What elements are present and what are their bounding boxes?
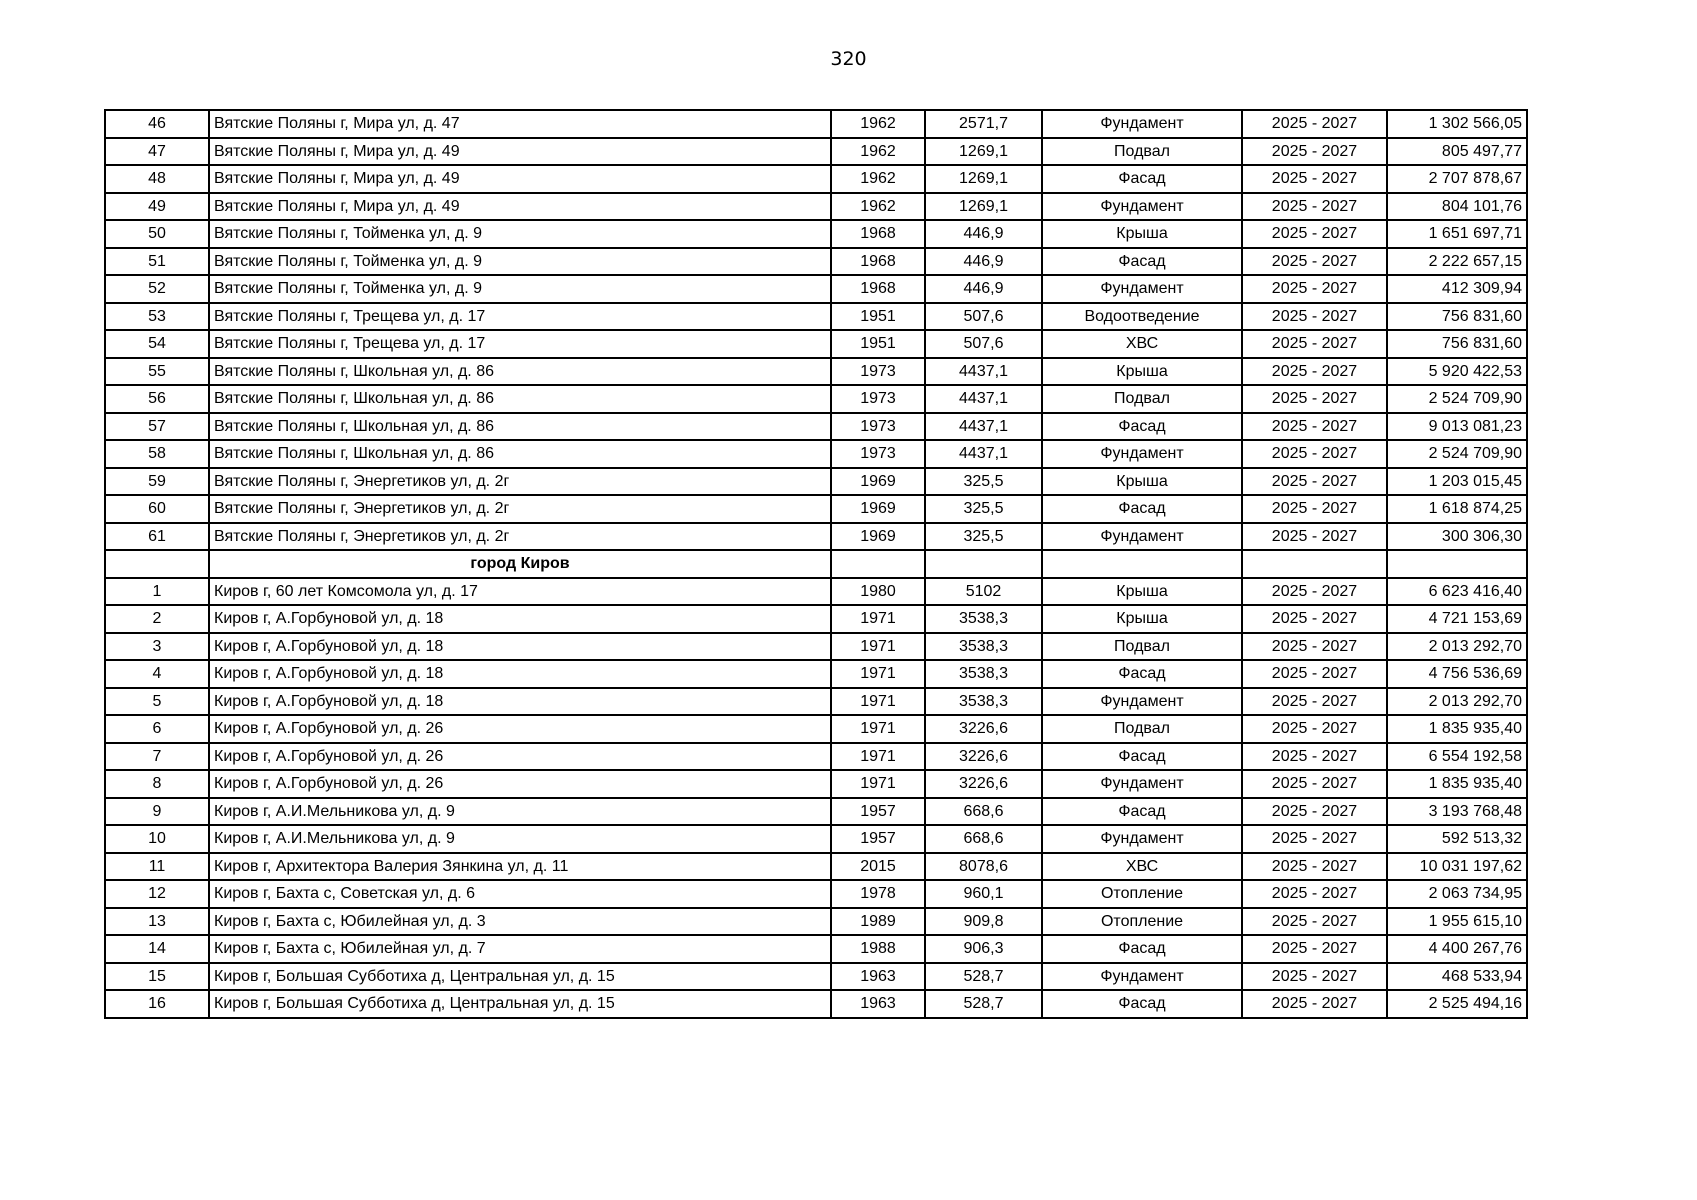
work-type-cell: Подвал [1042, 633, 1242, 661]
area-cell: 8078,6 [925, 853, 1042, 881]
cost-cell: 2 063 734,95 [1387, 880, 1527, 908]
table-row [105, 468, 1527, 496]
work-type-cell: Крыша [1042, 358, 1242, 386]
table-row [105, 990, 1527, 1018]
cost-cell: 10 031 197,62 [1387, 853, 1527, 881]
period-cell: 2025 - 2027 [1242, 220, 1387, 248]
area-cell: 909,8 [925, 908, 1042, 936]
area-cell: 325,5 [925, 523, 1042, 551]
build-year-cell: 1957 [831, 825, 925, 853]
address-cell: Вятские Поляны г, Энергетиков ул, д. 2г [209, 468, 831, 496]
address-cell: Киров г, Архитектора Валерия Зянкина ул, д. 11 [209, 853, 831, 881]
build-year-cell: 1968 [831, 248, 925, 276]
period-cell: 2025 - 2027 [1242, 880, 1387, 908]
row-number-cell: 3 [105, 633, 209, 661]
work-type-cell: Фундамент [1042, 770, 1242, 798]
table-row [105, 825, 1527, 853]
build-year-cell: 1968 [831, 220, 925, 248]
period-cell: 2025 - 2027 [1242, 660, 1387, 688]
build-year-cell: 1971 [831, 743, 925, 771]
cost-cell: 1 618 874,25 [1387, 495, 1527, 523]
table-row [105, 193, 1527, 221]
cost-cell: 2 524 709,90 [1387, 440, 1527, 468]
period-cell: 2025 - 2027 [1242, 990, 1387, 1018]
cost-cell: 300 306,30 [1387, 523, 1527, 551]
row-number-cell: 2 [105, 605, 209, 633]
address-cell: Вятские Поляны г, Энергетиков ул, д. 2г [209, 495, 831, 523]
address-cell: Киров г, А.И.Мельникова ул, д. 9 [209, 825, 831, 853]
build-year-cell: 1971 [831, 660, 925, 688]
period-cell: 2025 - 2027 [1242, 303, 1387, 331]
period-cell: 2025 - 2027 [1242, 165, 1387, 193]
work-type-cell: Фундамент [1042, 110, 1242, 138]
address-cell: Вятские Поляны г, Тойменка ул, д. 9 [209, 248, 831, 276]
build-year-cell: 1957 [831, 798, 925, 826]
cost-cell: 804 101,76 [1387, 193, 1527, 221]
period-cell: 2025 - 2027 [1242, 193, 1387, 221]
build-year-cell: 1971 [831, 605, 925, 633]
build-year-cell: 1989 [831, 908, 925, 936]
section-empty-cell [1387, 550, 1527, 578]
cost-cell: 2 525 494,16 [1387, 990, 1527, 1018]
section-number-cell [105, 550, 209, 578]
work-type-cell: Фундамент [1042, 963, 1242, 991]
cost-cell: 756 831,60 [1387, 303, 1527, 331]
area-cell: 4437,1 [925, 440, 1042, 468]
row-number-cell: 46 [105, 110, 209, 138]
build-year-cell: 1971 [831, 770, 925, 798]
section-title: город Киров [209, 550, 831, 578]
build-year-cell: 1980 [831, 578, 925, 606]
table-row [105, 743, 1527, 771]
work-type-cell: Фасад [1042, 165, 1242, 193]
period-cell: 2025 - 2027 [1242, 605, 1387, 633]
address-cell: Киров г, Бахта с, Юбилейная ул, д. 7 [209, 935, 831, 963]
period-cell: 2025 - 2027 [1242, 330, 1387, 358]
build-year-cell: 1969 [831, 468, 925, 496]
period-cell: 2025 - 2027 [1242, 138, 1387, 166]
area-cell: 325,5 [925, 468, 1042, 496]
period-cell: 2025 - 2027 [1242, 578, 1387, 606]
build-year-cell: 1988 [831, 935, 925, 963]
period-cell: 2025 - 2027 [1242, 770, 1387, 798]
work-type-cell: Фасад [1042, 495, 1242, 523]
table-row [105, 220, 1527, 248]
row-number-cell: 6 [105, 715, 209, 743]
cost-cell: 1 835 935,40 [1387, 770, 1527, 798]
period-cell: 2025 - 2027 [1242, 110, 1387, 138]
row-number-cell: 60 [105, 495, 209, 523]
period-cell: 2025 - 2027 [1242, 440, 1387, 468]
build-year-cell: 1973 [831, 413, 925, 441]
work-type-cell: Фасад [1042, 990, 1242, 1018]
table-row [105, 330, 1527, 358]
work-type-cell: Крыша [1042, 220, 1242, 248]
cost-cell: 6 554 192,58 [1387, 743, 1527, 771]
row-number-cell: 57 [105, 413, 209, 441]
address-cell: Вятские Поляны г, Энергетиков ул, д. 2г [209, 523, 831, 551]
build-year-cell: 1969 [831, 495, 925, 523]
address-cell: Вятские Поляны г, Тойменка ул, д. 9 [209, 220, 831, 248]
period-cell: 2025 - 2027 [1242, 358, 1387, 386]
period-cell: 2025 - 2027 [1242, 385, 1387, 413]
rows-vyatskie-polyany [105, 110, 1527, 550]
table-row [105, 303, 1527, 331]
cost-cell: 4 721 153,69 [1387, 605, 1527, 633]
table-row [105, 633, 1527, 661]
work-type-cell: Отопление [1042, 908, 1242, 936]
work-type-cell: ХВС [1042, 853, 1242, 881]
period-cell: 2025 - 2027 [1242, 715, 1387, 743]
work-type-cell: Фундамент [1042, 275, 1242, 303]
row-number-cell: 55 [105, 358, 209, 386]
work-type-cell: Крыша [1042, 468, 1242, 496]
period-cell: 2025 - 2027 [1242, 798, 1387, 826]
page-number: 320 [830, 48, 867, 70]
table-row [105, 908, 1527, 936]
period-cell: 2025 - 2027 [1242, 853, 1387, 881]
table-row [105, 715, 1527, 743]
address-cell: Киров г, Большая Субботиха д, Центральная ул, д. 15 [209, 990, 831, 1018]
row-number-cell: 7 [105, 743, 209, 771]
address-cell: Вятские Поляны г, Мира ул, д. 49 [209, 138, 831, 166]
table-row [105, 385, 1527, 413]
address-cell: Киров г, Бахта с, Советская ул, д. 6 [209, 880, 831, 908]
cost-cell: 2 013 292,70 [1387, 633, 1527, 661]
work-type-cell: Подвал [1042, 138, 1242, 166]
table-row [105, 660, 1527, 688]
cost-cell: 4 400 267,76 [1387, 935, 1527, 963]
address-cell: Киров г, А.Горбуновой ул, д. 26 [209, 743, 831, 771]
area-cell: 5102 [925, 578, 1042, 606]
area-cell: 3226,6 [925, 715, 1042, 743]
table-row [105, 358, 1527, 386]
table-row [105, 688, 1527, 716]
table-row [105, 853, 1527, 881]
table-row [105, 770, 1527, 798]
period-cell: 2025 - 2027 [1242, 825, 1387, 853]
address-cell: Киров г, А.Горбуновой ул, д. 18 [209, 688, 831, 716]
address-cell: Вятские Поляны г, Школьная ул, д. 86 [209, 413, 831, 441]
build-year-cell: 1973 [831, 440, 925, 468]
work-type-cell: Фундамент [1042, 825, 1242, 853]
area-cell: 960,1 [925, 880, 1042, 908]
area-cell: 528,7 [925, 963, 1042, 991]
row-number-cell: 5 [105, 688, 209, 716]
rows-kirov [105, 578, 1527, 1018]
period-cell: 2025 - 2027 [1242, 275, 1387, 303]
table-row [105, 963, 1527, 991]
cost-cell: 4 756 536,69 [1387, 660, 1527, 688]
area-cell: 3538,3 [925, 660, 1042, 688]
cost-cell: 1 835 935,40 [1387, 715, 1527, 743]
address-cell: Киров г, А.И.Мельникова ул, д. 9 [209, 798, 831, 826]
row-number-cell: 54 [105, 330, 209, 358]
address-cell: Киров г, А.Горбуновой ул, д. 18 [209, 633, 831, 661]
work-type-cell: Фасад [1042, 798, 1242, 826]
section-header-kirov-group [105, 550, 1527, 578]
work-type-cell: Фундамент [1042, 440, 1242, 468]
address-cell: Вятские Поляны г, Тойменка ул, д. 9 [209, 275, 831, 303]
period-cell: 2025 - 2027 [1242, 495, 1387, 523]
build-year-cell: 1971 [831, 688, 925, 716]
build-year-cell: 1962 [831, 110, 925, 138]
address-cell: Вятские Поляны г, Трещева ул, д. 17 [209, 303, 831, 331]
work-type-cell: Водоотведение [1042, 303, 1242, 331]
table-row [105, 495, 1527, 523]
build-year-cell: 1971 [831, 633, 925, 661]
row-number-cell: 52 [105, 275, 209, 303]
period-cell: 2025 - 2027 [1242, 908, 1387, 936]
table-row [105, 110, 1527, 138]
cost-cell: 6 623 416,40 [1387, 578, 1527, 606]
area-cell: 528,7 [925, 990, 1042, 1018]
cost-cell: 3 193 768,48 [1387, 798, 1527, 826]
row-number-cell: 9 [105, 798, 209, 826]
period-cell: 2025 - 2027 [1242, 468, 1387, 496]
address-cell: Вятские Поляны г, Мира ул, д. 49 [209, 165, 831, 193]
period-cell: 2025 - 2027 [1242, 963, 1387, 991]
work-type-cell: Фундамент [1042, 688, 1242, 716]
cost-cell: 1 302 566,05 [1387, 110, 1527, 138]
area-cell: 1269,1 [925, 193, 1042, 221]
row-number-cell: 61 [105, 523, 209, 551]
cost-cell: 1 203 015,45 [1387, 468, 1527, 496]
build-year-cell: 1973 [831, 385, 925, 413]
section-empty-cell [925, 550, 1042, 578]
build-year-cell: 1963 [831, 990, 925, 1018]
period-cell: 2025 - 2027 [1242, 935, 1387, 963]
row-number-cell: 14 [105, 935, 209, 963]
cost-cell: 2 222 657,15 [1387, 248, 1527, 276]
address-cell: Вятские Поляны г, Мира ул, д. 47 [209, 110, 831, 138]
row-number-cell: 16 [105, 990, 209, 1018]
section-row [105, 550, 1527, 578]
build-year-cell: 1963 [831, 963, 925, 991]
cost-cell: 592 513,32 [1387, 825, 1527, 853]
table-row [105, 935, 1527, 963]
address-cell: Киров г, А.Горбуновой ул, д. 26 [209, 770, 831, 798]
section-empty-cell [1242, 550, 1387, 578]
cost-cell: 468 533,94 [1387, 963, 1527, 991]
table-row [105, 138, 1527, 166]
row-number-cell: 59 [105, 468, 209, 496]
work-type-cell: Фундамент [1042, 523, 1242, 551]
work-type-cell: Фасад [1042, 660, 1242, 688]
area-cell: 3226,6 [925, 743, 1042, 771]
section-empty-cell [1042, 550, 1242, 578]
table-row [105, 440, 1527, 468]
repair-registry-table [104, 109, 1528, 1019]
work-type-cell: Крыша [1042, 578, 1242, 606]
section-empty-cell [831, 550, 925, 578]
area-cell: 446,9 [925, 275, 1042, 303]
work-type-cell: Отопление [1042, 880, 1242, 908]
period-cell: 2025 - 2027 [1242, 248, 1387, 276]
work-type-cell: Фасад [1042, 935, 1242, 963]
area-cell: 906,3 [925, 935, 1042, 963]
address-cell: Киров г, А.Горбуновой ул, д. 18 [209, 605, 831, 633]
address-cell: Вятские Поляны г, Школьная ул, д. 86 [209, 440, 831, 468]
row-number-cell: 49 [105, 193, 209, 221]
row-number-cell: 13 [105, 908, 209, 936]
table-row [105, 275, 1527, 303]
address-cell: Киров г, А.Горбуновой ул, д. 18 [209, 660, 831, 688]
area-cell: 507,6 [925, 330, 1042, 358]
row-number-cell: 1 [105, 578, 209, 606]
row-number-cell: 50 [105, 220, 209, 248]
build-year-cell: 1962 [831, 165, 925, 193]
row-number-cell: 12 [105, 880, 209, 908]
period-cell: 2025 - 2027 [1242, 413, 1387, 441]
area-cell: 325,5 [925, 495, 1042, 523]
work-type-cell: Фасад [1042, 413, 1242, 441]
work-type-cell: Фасад [1042, 743, 1242, 771]
cost-cell: 805 497,77 [1387, 138, 1527, 166]
row-number-cell: 15 [105, 963, 209, 991]
work-type-cell: Крыша [1042, 605, 1242, 633]
row-number-cell: 47 [105, 138, 209, 166]
table-row [105, 413, 1527, 441]
area-cell: 3226,6 [925, 770, 1042, 798]
address-cell: Вятские Поляны г, Школьная ул, д. 86 [209, 358, 831, 386]
area-cell: 2571,7 [925, 110, 1042, 138]
area-cell: 668,6 [925, 825, 1042, 853]
build-year-cell: 1951 [831, 303, 925, 331]
row-number-cell: 10 [105, 825, 209, 853]
cost-cell: 2 013 292,70 [1387, 688, 1527, 716]
cost-cell: 5 920 422,53 [1387, 358, 1527, 386]
row-number-cell: 48 [105, 165, 209, 193]
area-cell: 446,9 [925, 248, 1042, 276]
address-cell: Вятские Поляны г, Трещева ул, д. 17 [209, 330, 831, 358]
table-row [105, 880, 1527, 908]
table-row [105, 523, 1527, 551]
build-year-cell: 1962 [831, 138, 925, 166]
address-cell: Вятские Поляны г, Школьная ул, д. 86 [209, 385, 831, 413]
cost-cell: 1 651 697,71 [1387, 220, 1527, 248]
work-type-cell: Фундамент [1042, 193, 1242, 221]
cost-cell: 1 955 615,10 [1387, 908, 1527, 936]
address-cell: Киров г, Большая Субботиха д, Центральная ул, д. 15 [209, 963, 831, 991]
cost-cell: 412 309,94 [1387, 275, 1527, 303]
row-number-cell: 8 [105, 770, 209, 798]
build-year-cell: 1968 [831, 275, 925, 303]
area-cell: 4437,1 [925, 358, 1042, 386]
cost-cell: 756 831,60 [1387, 330, 1527, 358]
build-year-cell: 1962 [831, 193, 925, 221]
address-cell: Вятские Поляны г, Мира ул, д. 49 [209, 193, 831, 221]
address-cell: Киров г, Бахта с, Юбилейная ул, д. 3 [209, 908, 831, 936]
work-type-cell: Подвал [1042, 715, 1242, 743]
row-number-cell: 53 [105, 303, 209, 331]
row-number-cell: 56 [105, 385, 209, 413]
area-cell: 4437,1 [925, 385, 1042, 413]
build-year-cell: 1973 [831, 358, 925, 386]
build-year-cell: 2015 [831, 853, 925, 881]
cost-cell: 2 524 709,90 [1387, 385, 1527, 413]
row-number-cell: 4 [105, 660, 209, 688]
area-cell: 446,9 [925, 220, 1042, 248]
table-row [105, 578, 1527, 606]
build-year-cell: 1951 [831, 330, 925, 358]
build-year-cell: 1971 [831, 715, 925, 743]
work-type-cell: Фасад [1042, 248, 1242, 276]
period-cell: 2025 - 2027 [1242, 688, 1387, 716]
area-cell: 1269,1 [925, 165, 1042, 193]
table-row [105, 798, 1527, 826]
period-cell: 2025 - 2027 [1242, 633, 1387, 661]
period-cell: 2025 - 2027 [1242, 743, 1387, 771]
work-type-cell: Подвал [1042, 385, 1242, 413]
work-type-cell: ХВС [1042, 330, 1242, 358]
build-year-cell: 1969 [831, 523, 925, 551]
area-cell: 507,6 [925, 303, 1042, 331]
period-cell: 2025 - 2027 [1242, 523, 1387, 551]
area-cell: 1269,1 [925, 138, 1042, 166]
area-cell: 3538,3 [925, 633, 1042, 661]
row-number-cell: 51 [105, 248, 209, 276]
address-cell: Киров г, 60 лет Комсомола ул, д. 17 [209, 578, 831, 606]
table-row [105, 605, 1527, 633]
area-cell: 668,6 [925, 798, 1042, 826]
build-year-cell: 1978 [831, 880, 925, 908]
area-cell: 3538,3 [925, 605, 1042, 633]
area-cell: 4437,1 [925, 413, 1042, 441]
address-cell: Киров г, А.Горбуновой ул, д. 26 [209, 715, 831, 743]
table-row [105, 248, 1527, 276]
row-number-cell: 11 [105, 853, 209, 881]
cost-cell: 2 707 878,67 [1387, 165, 1527, 193]
table-row [105, 165, 1527, 193]
cost-cell: 9 013 081,23 [1387, 413, 1527, 441]
row-number-cell: 58 [105, 440, 209, 468]
area-cell: 3538,3 [925, 688, 1042, 716]
